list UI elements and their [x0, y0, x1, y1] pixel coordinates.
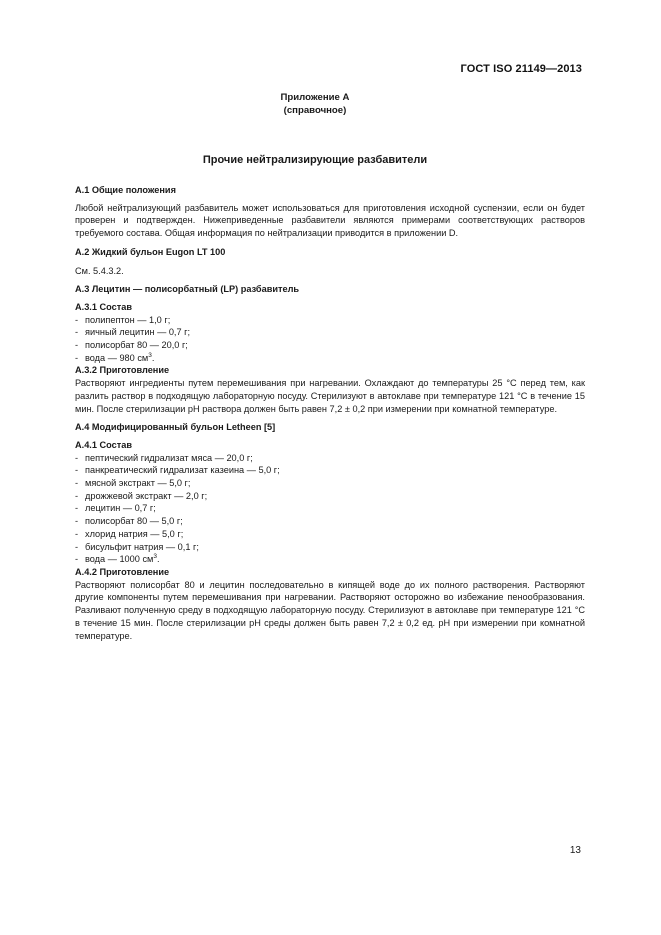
list-item: - дрожжевой экстракт — 2,0 г;: [75, 490, 208, 501]
section-a3-heading: А.3 Лецитин — полисорбатный (LP) разбавитель: [75, 284, 300, 295]
list-item: - лецитин — 0,7 г;: [75, 503, 156, 514]
list-item: - бисульфит натрия — 0,1 г;: [75, 541, 199, 552]
section-a1-heading: А.1 Общие положения: [75, 185, 176, 195]
section-a2-heading: А.2 Жидкий бульон Eugon LT 100: [75, 246, 226, 257]
section-a2-text: См. 5.4.3.2.: [75, 265, 124, 276]
list-item: - пептический гидрализат мяса — 20,0 г;: [75, 452, 253, 463]
list-item: - полисорбат 80 — 5,0 г;: [75, 516, 183, 527]
section-a4-1-heading: А.4.1 Состав: [75, 439, 133, 450]
section-a4-composition-list: [75, 452, 585, 566]
list-item: - вода — 980 $см^3$.: [75, 351, 155, 363]
section-a4-2-text: Растворяют полисорбат 80 и лецитин последовательно в кипящей воде до их полного растворения. Растворяют другие компоненты путем перемешивания при нагревании. Растворяют осторожно во избежание пенообразования. Разливают полученную среду в подходящую лабораторную посуду. Стерилизуют в автоклаве при температуре 121 °С в течение 15 мин. После стерилизации pH среды должен быть равен 7,2 ± 0,2 ед. pH при измерении при комнатной температуре.: [75, 579, 585, 641]
document-body: [75, 184, 585, 642]
list-item: - полисорбат 80 — 20,0 г;: [75, 340, 188, 351]
page-title: Прочие нейтрализирующие разбавители: [202, 154, 428, 166]
section-a3-2-heading: А.3.2 Приготовление: [75, 365, 170, 376]
list-item: - яичный лецитин — 0,7 г;: [75, 327, 191, 338]
section-a4-2-heading: А.4.2 Приготовление: [75, 566, 170, 577]
section-a3-composition-list: [75, 314, 585, 365]
list-item: - панкреатический гидрализат казеина — 5,0 г;: [75, 465, 280, 476]
list-item: - полипептон — 1,0 г;: [75, 314, 171, 325]
annex-label: Приложение А: [280, 92, 350, 103]
section-a3-1-heading: А.3.1 Состав: [75, 301, 133, 312]
page-number: 13: [569, 845, 581, 856]
section-a1-text: Любой нейтрализующий разбавитель может использоваться для приготовления исходной суспензии, если он будет проверен и подтвержден. Нижеприведенные разбавители являются примерами соответствующих растворов требуемого состава. Общая информация по нейтрализации приводится в приложении D.: [75, 202, 585, 239]
list-item: - вода — 1000 $см^3$.: [75, 553, 160, 565]
annex-type: (справочное): [283, 105, 347, 116]
list-item: - хлорид натрия — 5,0 г;: [75, 528, 184, 539]
standard-designation: ГОСТ ISO 21149—2013: [460, 63, 582, 75]
section-a3-2-text: Растворяют ингредиенты путем перемешивания при нагревании. Охлаждают до температуры 25 °С перед тем, как разлить раствор в подходящую лабораторную посуду. Стерилизуют в автоклаве при температуре 121 °С в течение 15 мин. После стерилизации pH раствора должен быть равен 7,2 ± 0,2 при измерении при комнатной температуре.: [75, 378, 585, 414]
section-a4-heading: А.4 Модифицированный бульон Letheen [5]: [75, 422, 276, 433]
list-item: - мясной экстракт — 5,0 г;: [75, 478, 191, 489]
annex-heading: [0, 91, 630, 117]
